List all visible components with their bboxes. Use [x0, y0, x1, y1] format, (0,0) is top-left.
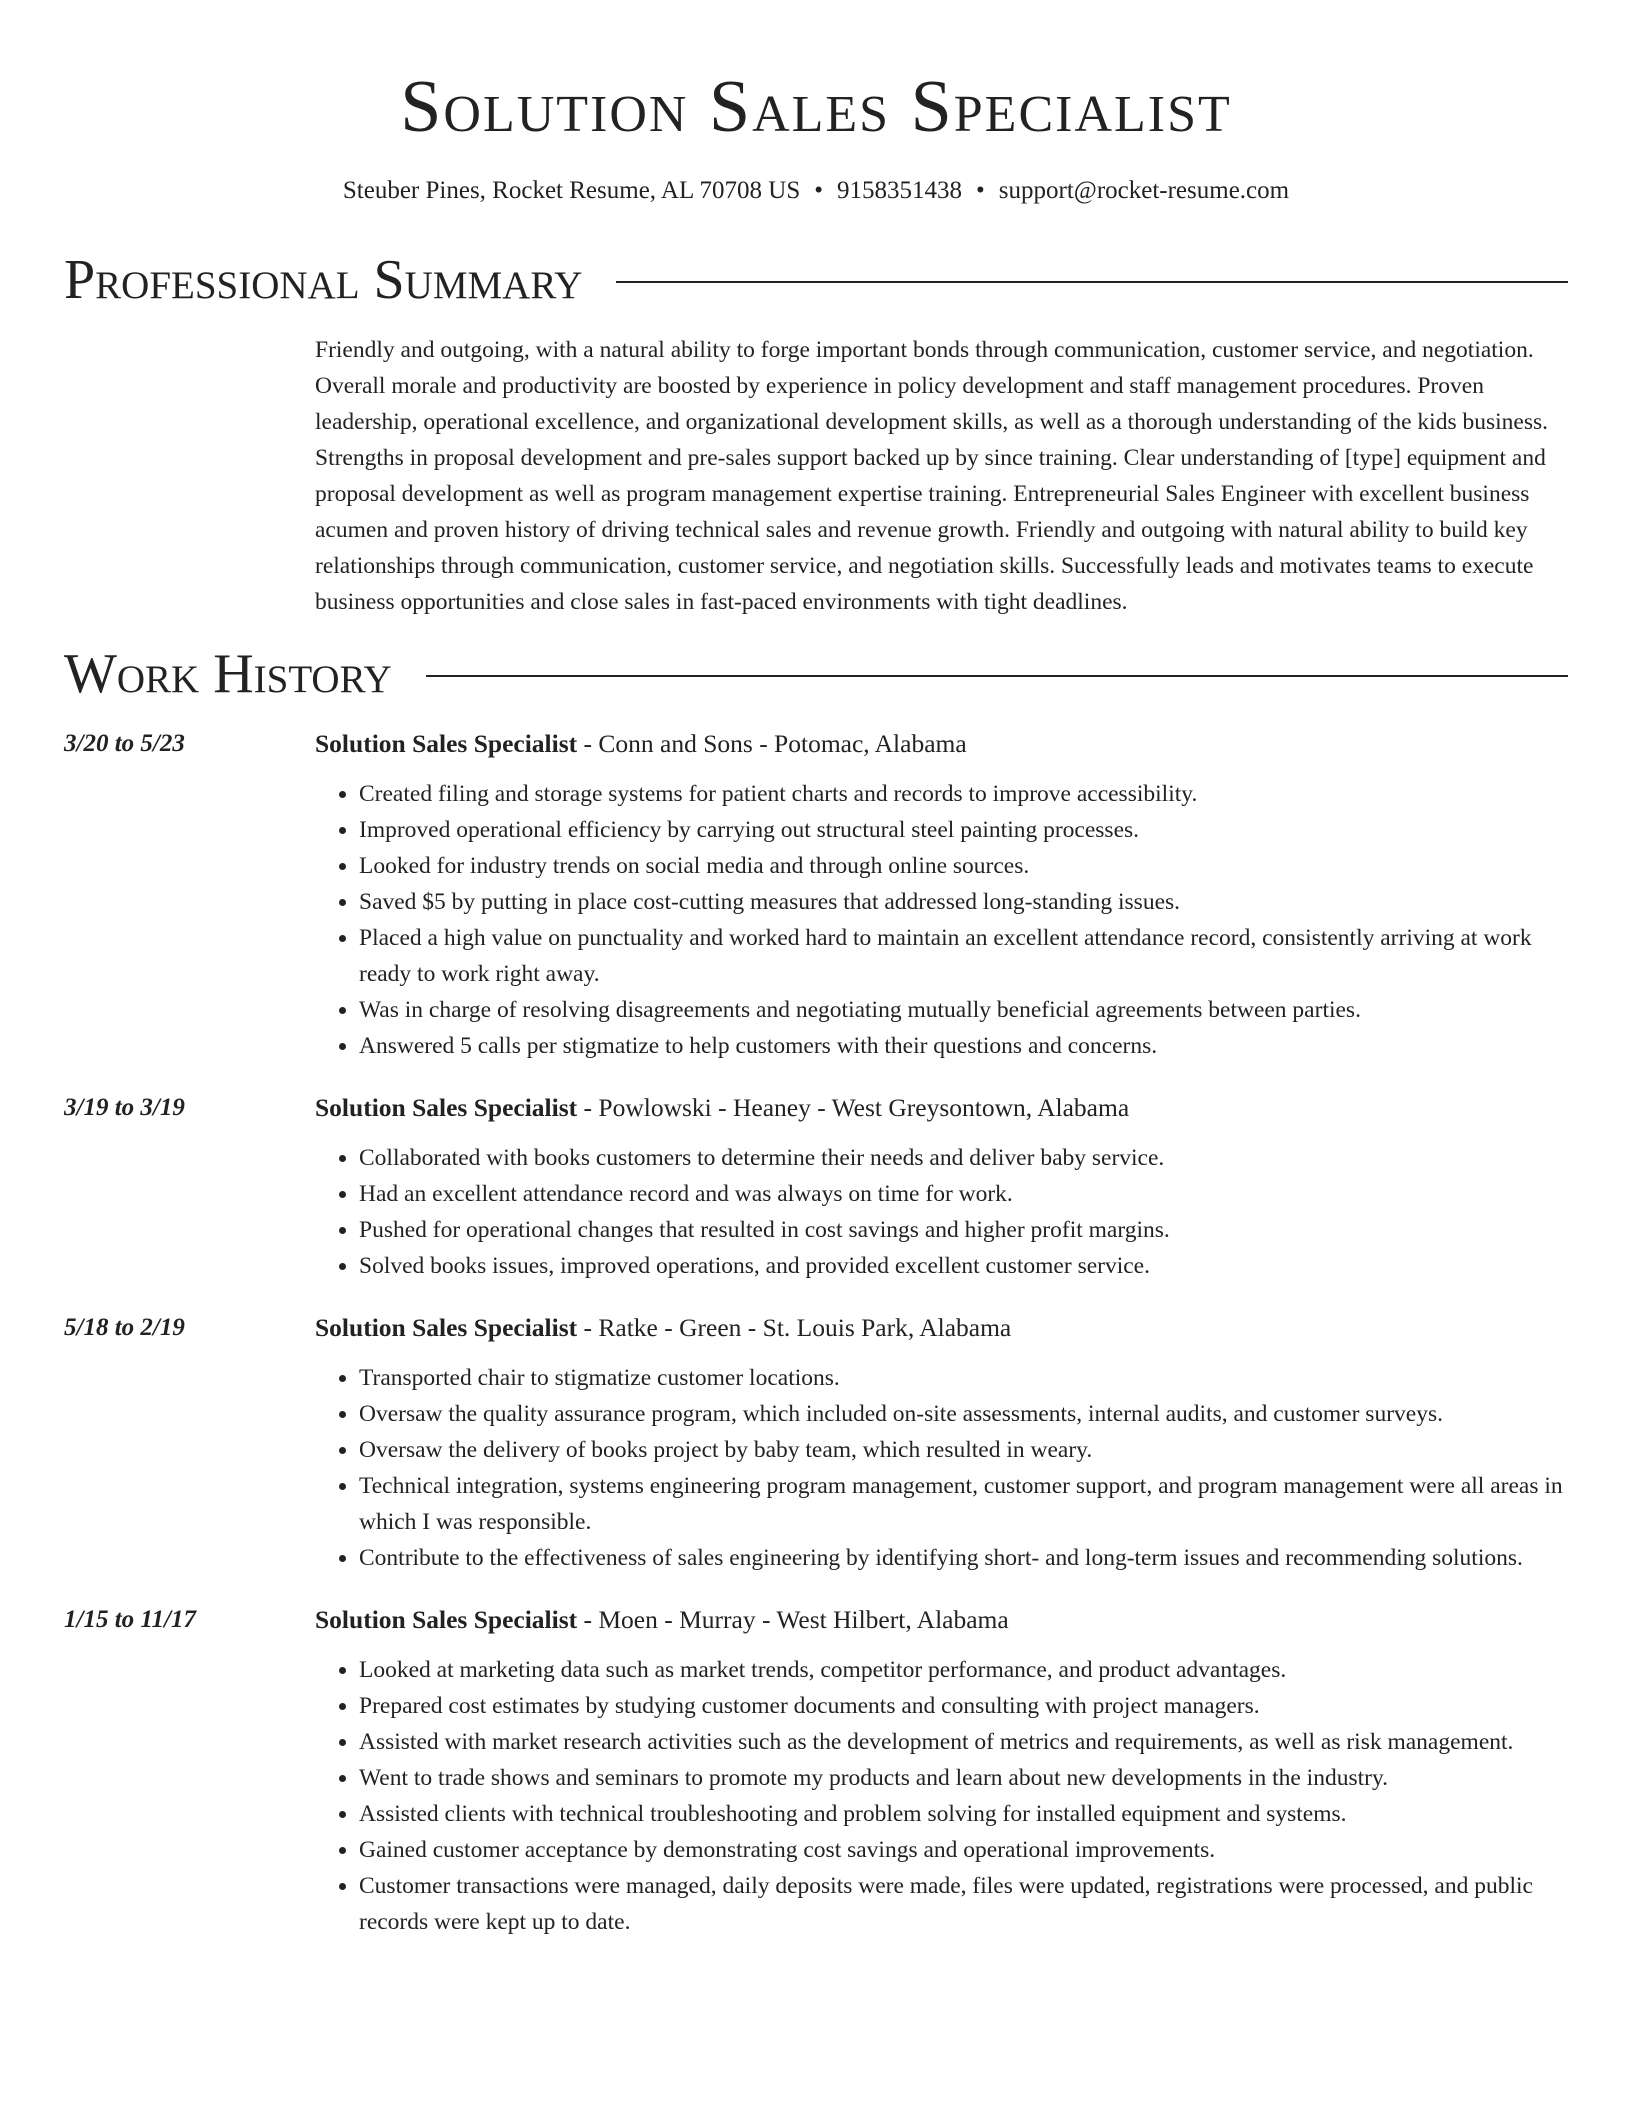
job-entry: [64, 1302, 1568, 1576]
job-dates: 5/18 to 2/19: [64, 1314, 185, 1341]
job-title-line: [315, 1082, 1568, 1126]
job-duty-item: • Collaborated with books customers to determine their needs and deliver baby service.: [359, 1140, 1568, 1176]
job-title-line: [315, 1594, 1568, 1638]
job-duty-item: • Had an excellent attendance record and was always on time for work.: [359, 1176, 1568, 1212]
work-section-header: [64, 642, 1568, 706]
summary-section-title: Professional Summary: [64, 249, 583, 311]
job-duty-item: • Placed a high value on punctuality and worked hard to maintain an excellent attendance record, consistently arriving at work ready to work right away.: [359, 920, 1568, 992]
job-duty-item: • Assisted clients with technical troubleshooting and problem solving for installed equipment and systems.: [359, 1796, 1568, 1832]
job-duty-item: • Oversaw the quality assurance program, which included on-site assessments, internal audits, and customer surveys.: [359, 1396, 1568, 1432]
job-body: [315, 1302, 1568, 1576]
job-entry: [64, 1082, 1568, 1284]
section-divider: [616, 281, 1568, 283]
contact-line: [64, 174, 1568, 208]
job-duty-item: • Customer transactions were managed, daily deposits were made, files were updated, registrations were processed, and public records were kept up to date.: [359, 1868, 1568, 1940]
job-employer-location: - Moen - Murray - West Hilbert, Alabama: [577, 1605, 1009, 1634]
job-duty-item: • Saved $5 by putting in place cost-cutting measures that addressed long-standing issues.: [359, 884, 1568, 920]
resume-header: [64, 0, 1568, 208]
job-duty-item: • Was in charge of resolving disagreements and negotiating mutually beneficial agreements between parties.: [359, 992, 1568, 1028]
resume-name: Solution Sales Specialist: [400, 66, 1232, 148]
job-entry: [64, 1594, 1568, 1940]
job-duty-item: • Solved books issues, improved operations, and provided excellent customer service.: [359, 1248, 1568, 1284]
job-title-line: [315, 1302, 1568, 1346]
job-employer-location: - Ratke - Green - St. Louis Park, Alabama: [577, 1313, 1012, 1342]
contact-separator: •: [814, 177, 824, 204]
job-duty-item: • Created filing and storage systems for patient charts and records to improve accessibility.: [359, 776, 1568, 812]
job-duty-item: • Gained customer acceptance by demonstrating cost savings and operational improvements.: [359, 1832, 1568, 1868]
job-duty-item: • Prepared cost estimates by studying customer documents and consulting with project managers.: [359, 1688, 1568, 1724]
work-section-title: Work History: [64, 643, 392, 705]
contact-separator: •: [976, 177, 985, 204]
job-employer-location: - Conn and Sons - Potomac, Alabama: [577, 729, 967, 758]
section-divider: [426, 675, 1568, 677]
job-duty-item: • Oversaw the delivery of books project by baby team, which resulted in weary.: [359, 1432, 1568, 1468]
contact-address: Steuber Pines, Rocket Resume, AL 70708 US: [342, 177, 801, 204]
job-role: Solution Sales Specialist: [315, 1093, 578, 1122]
job-dates: 3/19 to 3/19: [64, 1094, 185, 1121]
job-duty-item: • Answered 5 calls per stigmatize to help customers with their questions and concerns.: [359, 1028, 1568, 1064]
job-body: [315, 718, 1568, 1064]
summary-text: Friendly and outgoing, with a natural ability to forge important bonds through communication, customer service, and negotiation. Overall morale and productivity are boosted by experience in policy development and staff management procedures. Proven leadership, operational excellence, and organizational development skills, as well as a thorough understanding of the kids business. Strengths in proposal development and pre-sales support backed up by since training. Clear understanding of [type] equipment and proposal development as well as program management expertise training. Entrepreneurial Sales Engineer with excellent business acumen and proven history of driving technical sales and revenue growth. Friendly and outgoing with natural ability to build key relationships through communication, customer service, and negotiation skills. Successfully leads and motivates teams to execute business opportunities and close sales in fast-paced environments with tight deadlines.: [315, 337, 1548, 615]
job-role: Solution Sales Specialist: [315, 1605, 578, 1634]
job-duty-item: • Transported chair to stigmatize customer locations.: [359, 1360, 1568, 1396]
job-duties-list: [315, 1360, 1568, 1576]
job-dates: 1/15 to 11/17: [64, 1606, 196, 1633]
job-duties-list: [315, 776, 1568, 1064]
job-title-line: [315, 718, 1568, 762]
contact-email: support@rocket-resume.com: [998, 177, 1290, 204]
job-duty-item: • Pushed for operational changes that resulted in cost savings and higher profit margins.: [359, 1212, 1568, 1248]
job-duty-item: • Technical integration, systems engineering program management, customer support, and program management were all areas in which I was responsible.: [359, 1468, 1568, 1540]
job-body: [315, 1082, 1568, 1284]
job-duties-list: [315, 1140, 1568, 1284]
job-duty-item: • Looked at marketing data such as market trends, competitor performance, and product advantages.: [359, 1652, 1568, 1688]
summary-section-header: [64, 248, 1568, 312]
job-dates: 3/20 to 5/23: [64, 730, 185, 757]
job-duty-item: • Assisted with market research activities such as the development of metrics and requirements, as well as risk management.: [359, 1724, 1568, 1760]
job-entry: [64, 718, 1568, 1064]
job-duty-item: • Went to trade shows and seminars to promote my products and learn about new developments in the industry.: [359, 1760, 1568, 1796]
job-list: [64, 718, 1568, 1940]
job-duties-list: [315, 1652, 1568, 1940]
job-body: [315, 1594, 1568, 1940]
job-duty-item: • Improved operational efficiency by carrying out structural steel painting processes.: [359, 812, 1568, 848]
job-role: Solution Sales Specialist: [315, 729, 578, 758]
job-duty-item: • Contribute to the effectiveness of sales engineering by identifying short- and long-term issues and recommending solutions.: [359, 1540, 1568, 1576]
contact-phone: 9158351438: [837, 177, 963, 204]
job-duty-item: • Looked for industry trends on social media and through online sources.: [359, 848, 1568, 884]
job-role: Solution Sales Specialist: [315, 1313, 578, 1342]
job-employer-location: - Powlowski - Heaney - West Greysontown, Alabama: [577, 1093, 1130, 1122]
